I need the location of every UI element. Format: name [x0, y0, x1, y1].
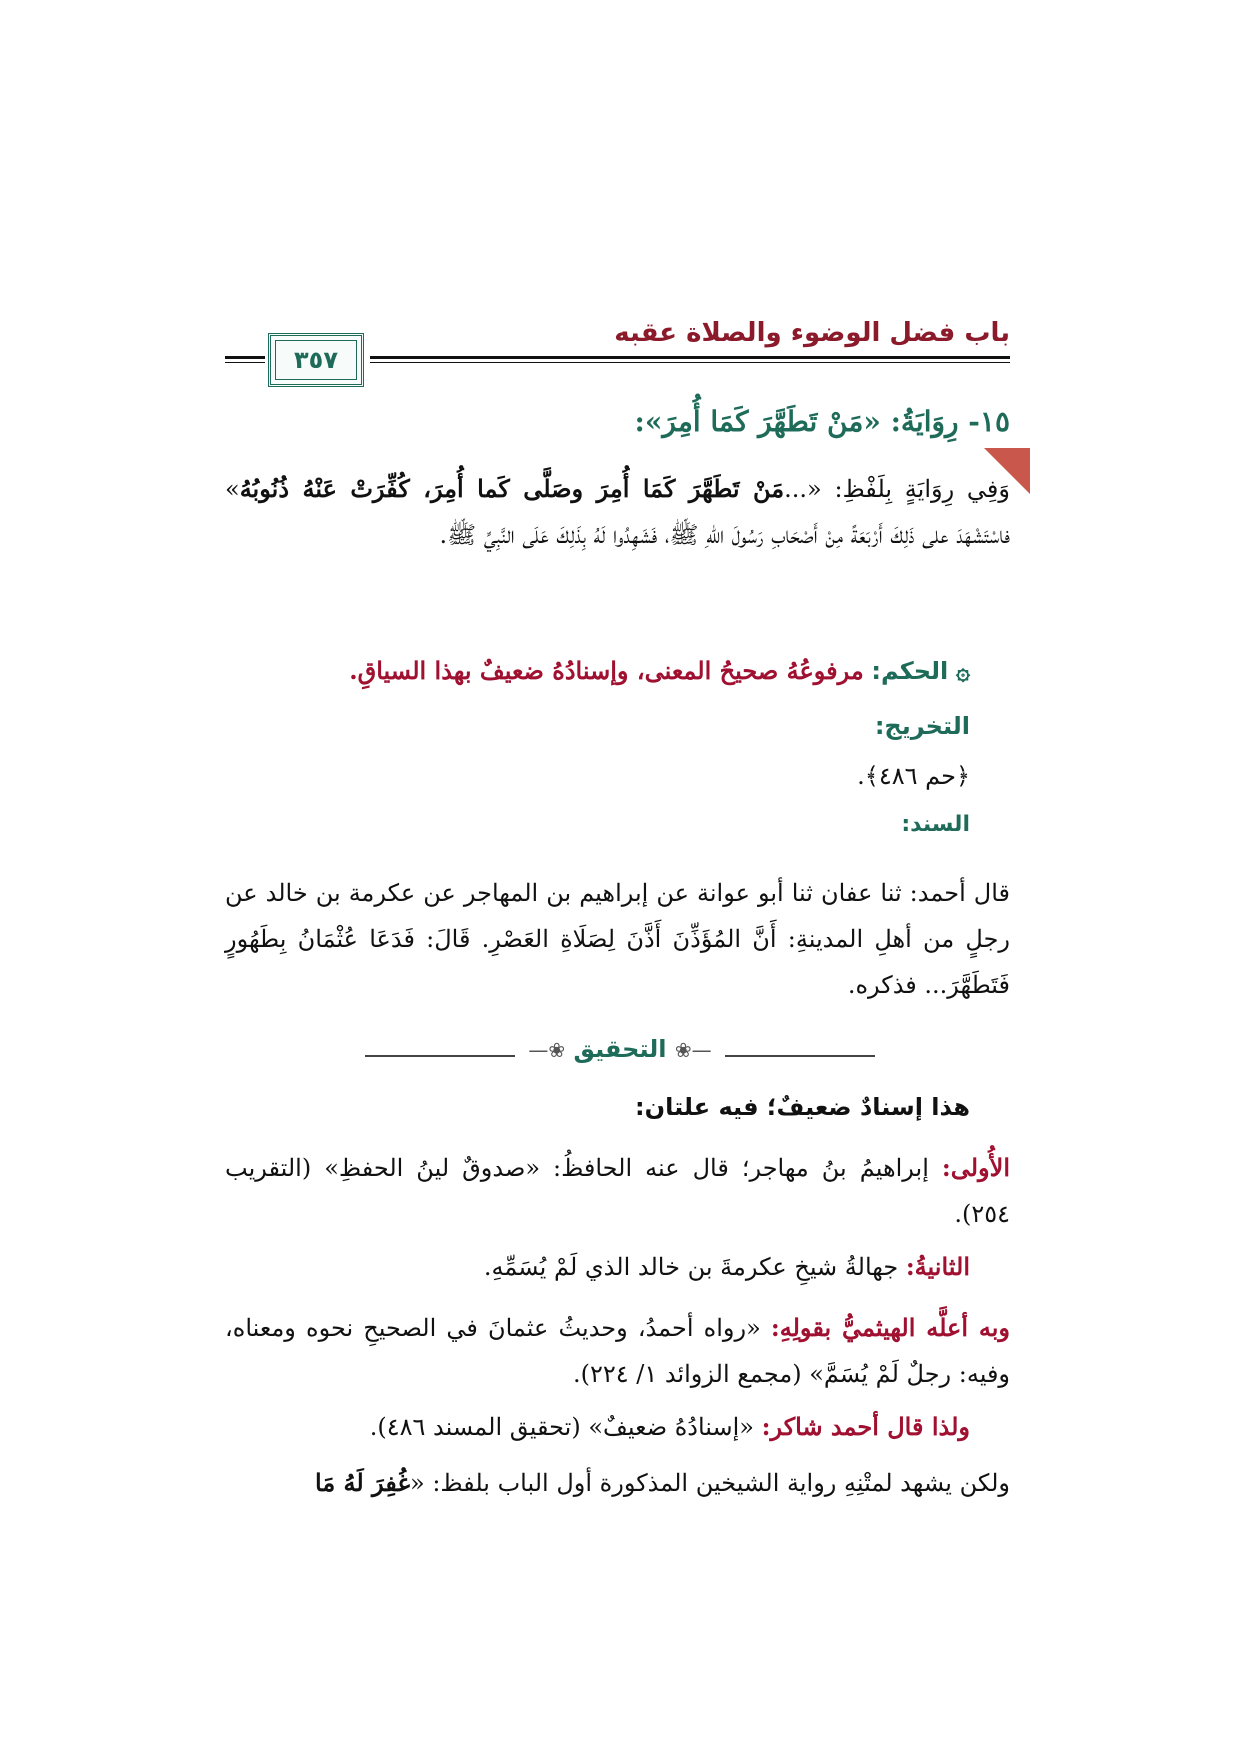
- divider-title: التحقيق: [573, 1035, 667, 1063]
- header-rule-thin: [370, 362, 1010, 363]
- haythami-label: وبه أعلَّه الهيثميُّ بقولِهِ:: [770, 1313, 1010, 1342]
- ruling-text: مرفوعُهُ صحيحُ المعنى، وإسنادُهُ ضعيفٌ بهذا السياقِ.: [349, 656, 864, 685]
- page-number-box: [268, 333, 364, 387]
- narration-paragraph: [225, 466, 1010, 558]
- first-defect-paragraph: [225, 1145, 1010, 1237]
- sanad-paragraph: قال أحمد: ثنا عفان ثنا أبو عوانة عن إبراهيم بن المهاجر عن عكرمة بن خالد عن رجلٍ من أهلِ المدينةِ: أَنَّ المُؤَذِّنَ أَذَّنَ لِصَلَاةِ العَصْرِ. قَالَ: فَدَعَا عُثْمَانُ بِطَهُورٍ فَتَطَهَّرَ... فذكره.: [225, 879, 1011, 999]
- flower-star-icon: ۞: [955, 656, 970, 685]
- tahqiq-heading: هذا إسنادٌ ضعيفٌ؛ فيه علتان:: [635, 1093, 970, 1121]
- last-line-bold: غُفِرَ لَهُ مَا: [315, 1468, 410, 1497]
- divider-title-group: [528, 1035, 711, 1063]
- shakir-line: [370, 1412, 970, 1441]
- divider-line-left: [365, 1055, 515, 1057]
- haythami-paragraph: [225, 1305, 1010, 1397]
- ruling-line: [349, 656, 970, 685]
- second-defect-line: [484, 1252, 970, 1281]
- last-line-text: ولكن يشهد لمتْنِهِ رواية الشيخين المذكورة أول الباب بلفظ: «: [410, 1469, 1010, 1497]
- header-rule-short-thin: [225, 362, 265, 363]
- narration-rest: » فاسْتَشْهَدَ على ذَلِكَ أَرْبَعَةً مِنْ أَصْحَابِ رَسُولَ اللهِ ﷺ، فَشَهِدُوا لَهُ بِذَلِكَ عَلَى النَّبِيِّ ﷺ.: [225, 475, 1010, 549]
- second-defect-label: الثانيةُ:: [905, 1252, 970, 1281]
- header-rule: [370, 356, 1010, 359]
- first-defect-text: إبراهيمُ بنُ مهاجر؛ قال عنه الحافظُ: «صدوقٌ لينُ الحفظِ» (التقريب ٢٥٤).: [225, 1154, 1010, 1228]
- last-line: [315, 1468, 1010, 1497]
- narration-intro: وَفِي رِوَايَةٍ بِلَفْظِ: «...: [784, 475, 1010, 503]
- section-title: ١٥- رِوَايَةُ: «مَنْ تَطَهَّرَ كَمَا أُمِرَ»:: [634, 405, 1010, 438]
- header-rule-short: [225, 356, 265, 359]
- ornament-right-icon: —❀: [674, 1038, 712, 1062]
- tahqiq-divider: [365, 1035, 875, 1075]
- narration-hadith-text: مَنْ تَطَهَّرَ كَمَا أُمِرَ وصَلَّى كَما أُمِرَ، كُفِّرَتْ عَنْهُ ذُنُوبُهُ: [239, 474, 785, 503]
- haythami-text: «رواه أحمدُ، وحديثُ عثمانَ في الصحيحِ نحوه ومعناه، وفيه: رجلٌ لَمْ يُسَمَّ» (مجمع الزوائد ١/ ٢٢٤).: [225, 1314, 1010, 1388]
- divider-line-right: [725, 1055, 875, 1057]
- takhrij-label: التخريج:: [874, 712, 970, 740]
- ornament-left-icon: ❀—: [528, 1038, 566, 1062]
- takhrij-reference: ﴿حم ٤٨٦﴾.: [857, 762, 970, 790]
- first-defect-label: الأُولى:: [941, 1153, 1010, 1182]
- running-header-title: باب فضل الوضوء والصلاة عقبه: [614, 318, 1010, 348]
- ruling-label: الحكم:: [871, 657, 949, 685]
- second-defect-text: جهالةُ شيخِ عكرمةَ بن خالد الذي لَمْ يُسَمِّهِ.: [483, 1253, 906, 1281]
- sanad-label: السند:: [901, 812, 970, 837]
- page-number: ٣٥٧: [294, 346, 338, 374]
- shakir-label: ولذا قال أحمد شاكر:: [761, 1412, 970, 1441]
- shakir-text: «إسنادُهُ ضعيفٌ» (تحقيق المسند ٤٨٦).: [369, 1413, 762, 1441]
